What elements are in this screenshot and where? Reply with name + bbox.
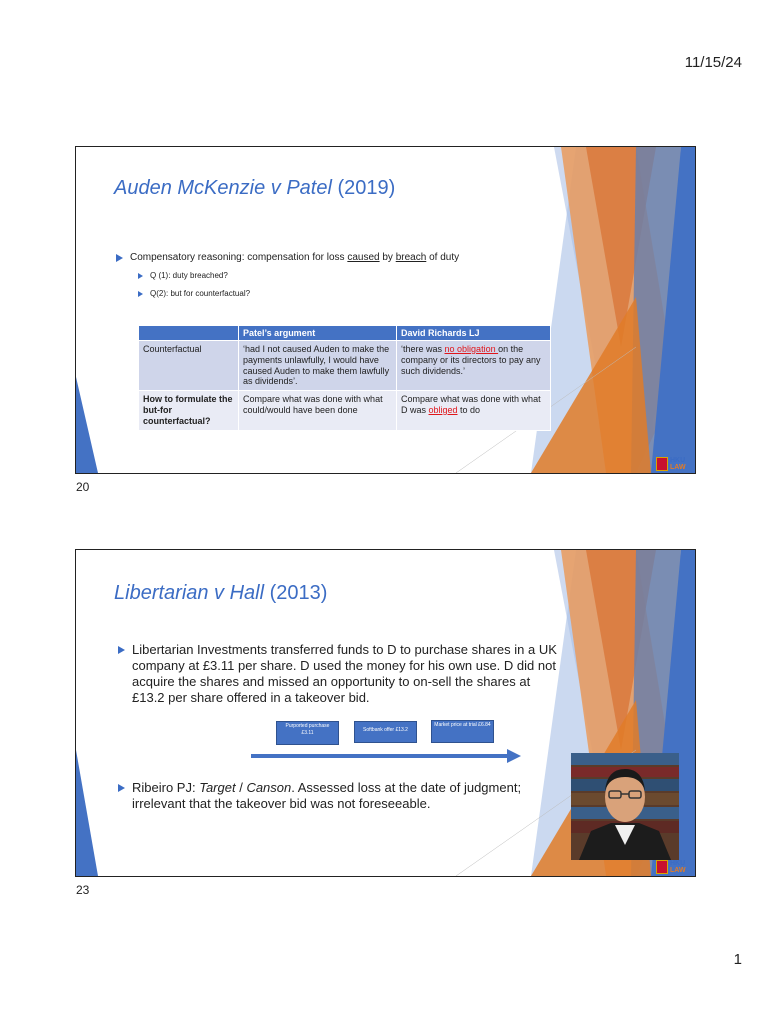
page-date: 11/15/24 [684, 54, 742, 71]
crest-icon [656, 860, 668, 874]
bullet-arrow-icon [118, 646, 125, 654]
bullet-ribeiro: Ribeiro PJ: Target / Canson. Assessed loss at the date of judgment; irrelevant that the takeover bid was not foreseeable. [118, 780, 538, 812]
row-label: Counterfactual [139, 341, 239, 391]
hku-law-logo: HKU LAW [656, 457, 686, 471]
case-year: (2019) [337, 177, 396, 199]
table-header-patel: Patel’s argument [239, 326, 397, 341]
slide-title [114, 177, 395, 200]
table-header-blank [139, 326, 239, 341]
case-year: (2013) [269, 582, 328, 604]
table-row [139, 391, 551, 430]
judge-cell: Compare what was done with what D was obliged to do [397, 391, 551, 430]
judge-cell: ‘there was no obligation on the company or its directors to pay any such dividends.’ [397, 341, 551, 391]
page-number: 1 [733, 951, 742, 968]
timeline-arrow [251, 748, 521, 764]
case-name: Libertarian v Hall [114, 582, 265, 604]
slide-title [114, 582, 327, 605]
sub-bullet-duty: Q (1): duty breached? [138, 271, 228, 280]
table-header-row [139, 326, 551, 341]
timeline-box-purchase: Purported purchase £3.11 [276, 721, 339, 745]
timeline-box-softbank: Softbank offer £13.2 [354, 721, 417, 743]
bullet-compensatory: Compensatory reasoning: compensation for loss caused by breach of duty [116, 252, 459, 263]
comparison-table [138, 325, 551, 431]
judge-portrait-image [571, 753, 679, 860]
table-row [139, 341, 551, 391]
case-name: Auden McKenzie v Patel [114, 177, 332, 199]
row-label: How to formulate the but-for counterfactual? [139, 391, 239, 430]
slide-number: 20 [76, 480, 90, 494]
slide-number: 23 [76, 883, 90, 897]
patel-cell: ‘had I not caused Auden to make the payments unlawfully, I would have caused Auden to make them lawfully as dividends’. [239, 341, 397, 391]
hku-law-logo: HKU LAW [656, 860, 686, 874]
bullet-arrow-icon [138, 291, 143, 297]
sub-bullet-counterfactual: Q(2): but for counterfactual? [138, 289, 250, 298]
slide-libertarian-hall [75, 549, 696, 877]
table-header-judge: David Richards LJ [397, 326, 551, 341]
crest-icon [656, 457, 668, 471]
timeline-box-market: Market price at trial £6.84 [431, 720, 494, 743]
slide-auden-mckenzie [75, 146, 696, 474]
bullet-arrow-icon [118, 784, 125, 792]
bullet-arrow-icon [116, 254, 123, 262]
patel-cell: Compare what was done with what could/would have been done [239, 391, 397, 430]
bullet-facts: Libertarian Investments transferred funds to D to purchase shares in a UK company at £3.11 per share. D used the money for his own use. D did not acquire the shares and missed an opportunity to on-sell the shares at £13.2 per share offered in a takeover bid. [118, 642, 558, 706]
bullet-arrow-icon [138, 273, 143, 279]
